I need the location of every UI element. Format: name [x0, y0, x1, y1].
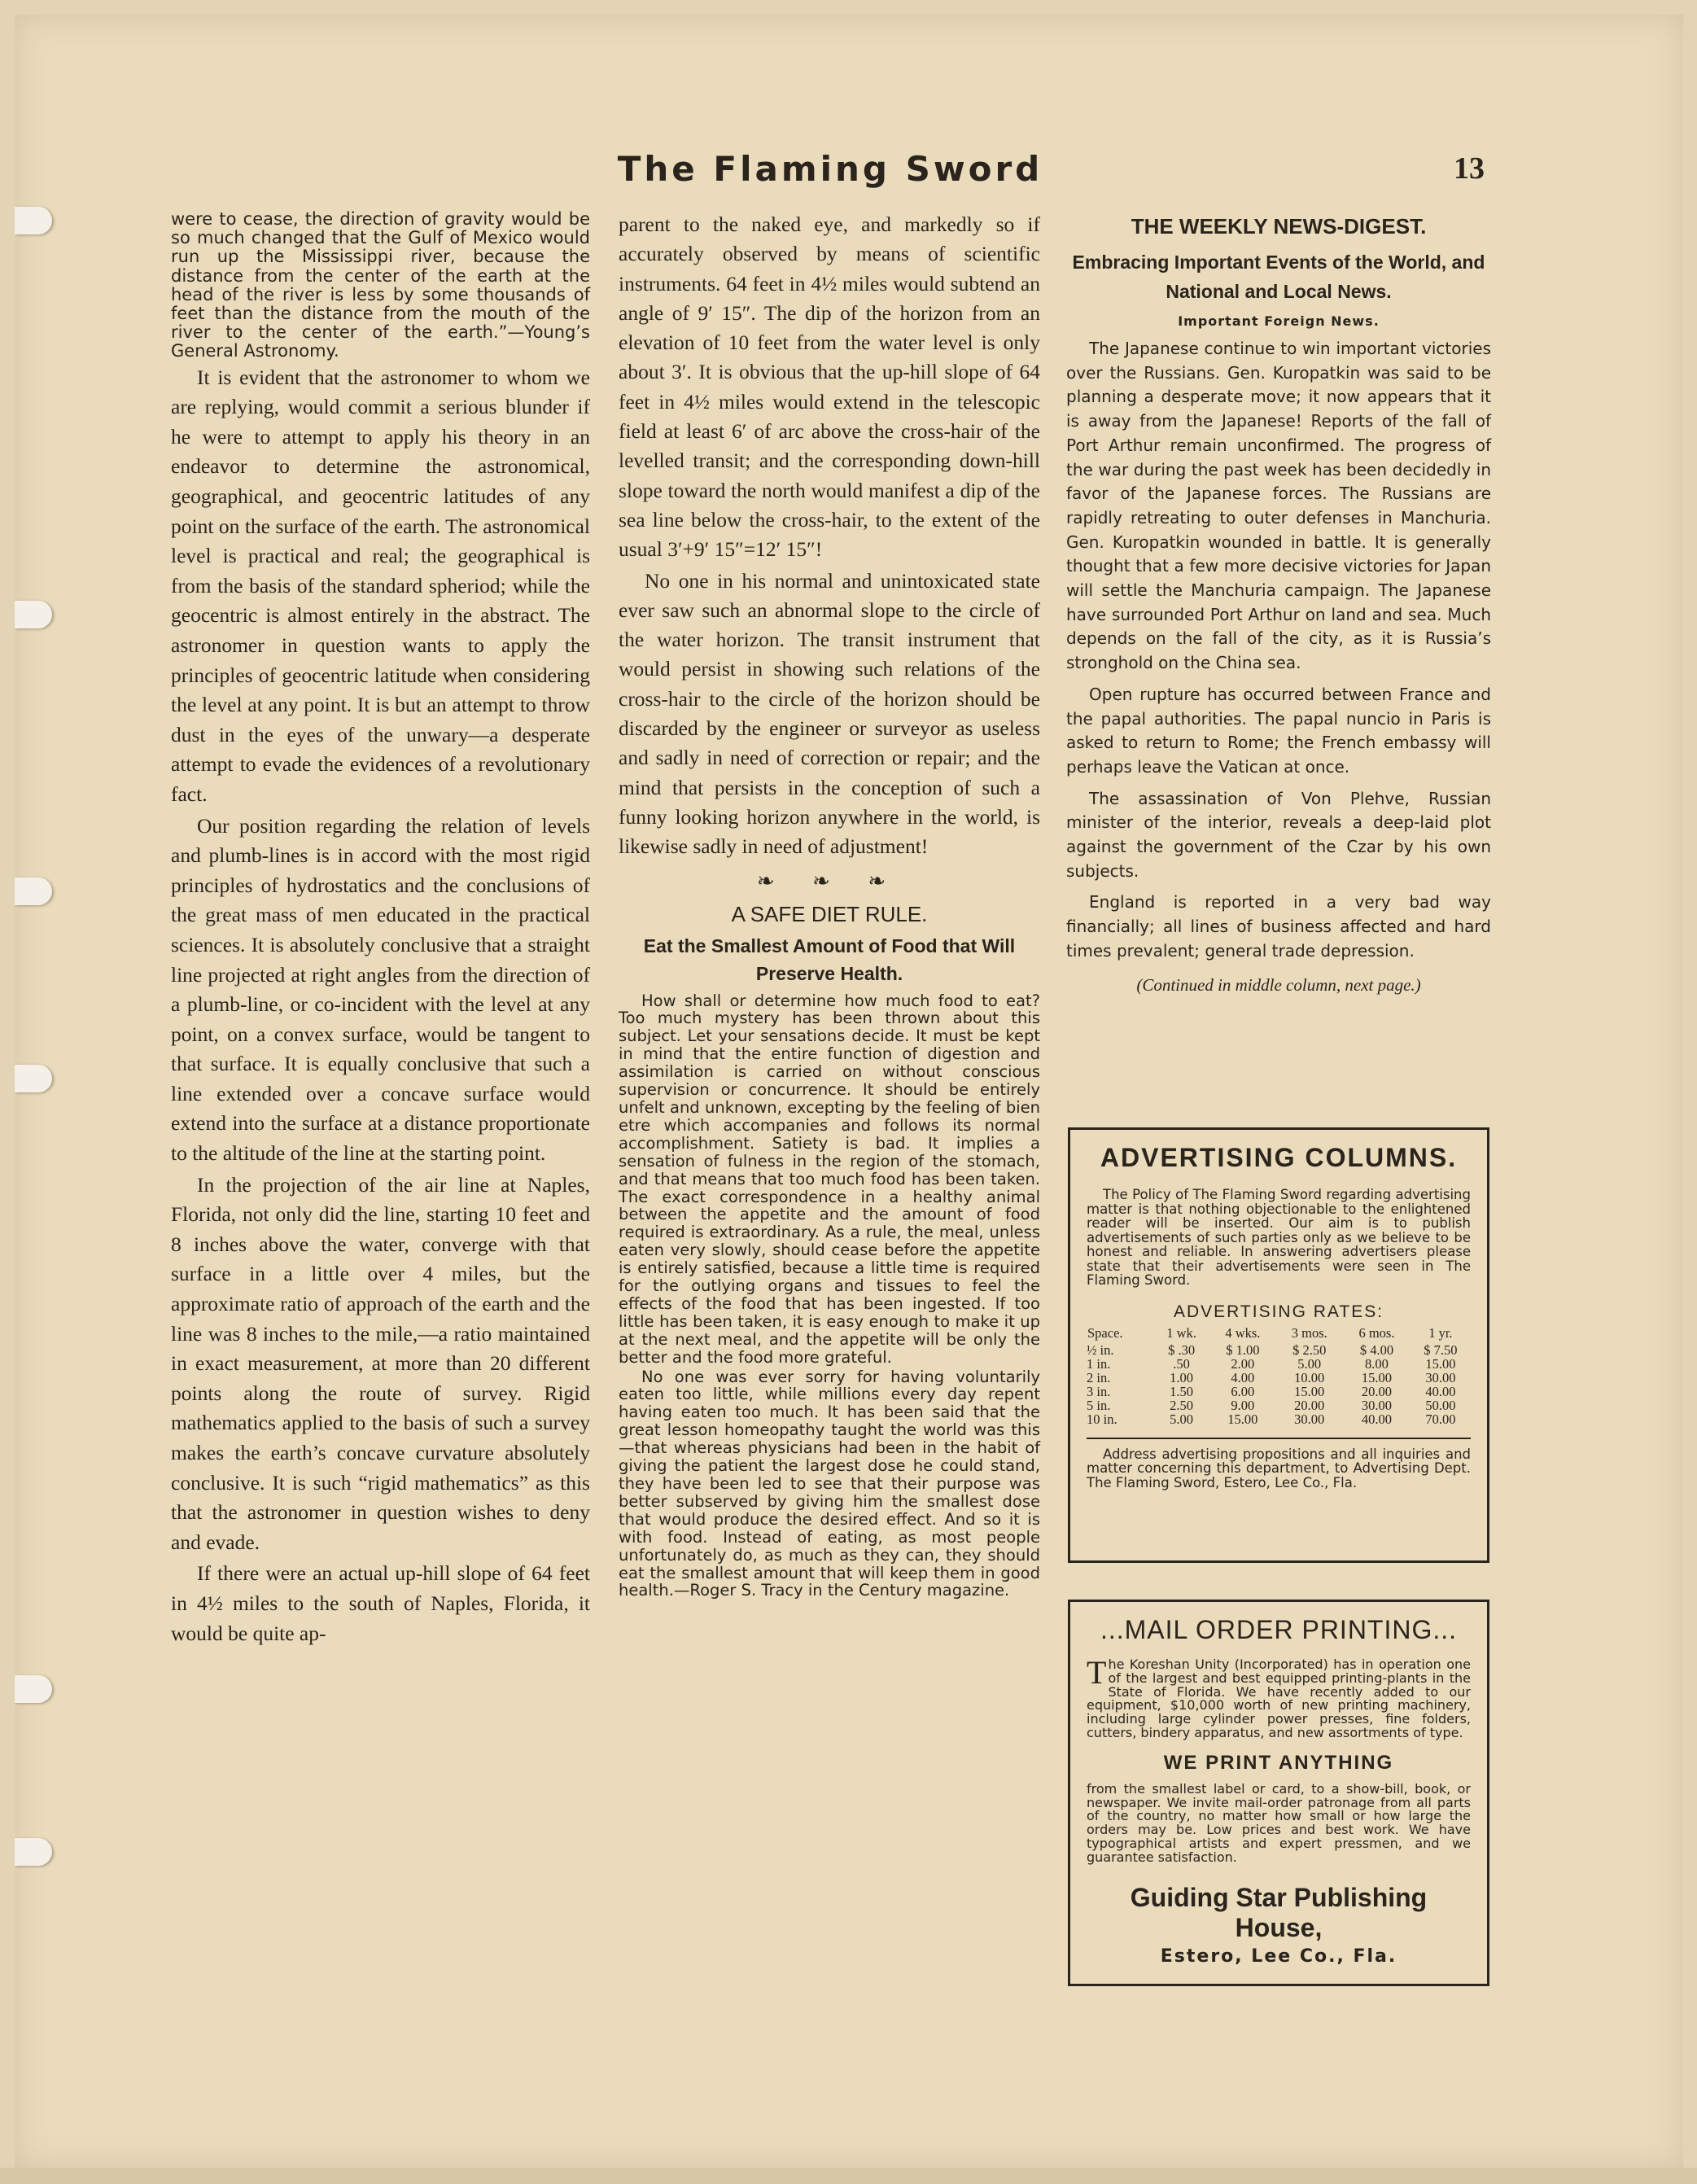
- rates-cell: 6.00: [1231, 1383, 1255, 1399]
- drop-cap: T: [1087, 1654, 1107, 1691]
- rates-cell: 10 in.: [1087, 1411, 1117, 1427]
- article-paragraph: parent to the naked eye, and markedly so if accurately observed by means of scientific instruments. 64 feet in 4½ miles would subtend an angle of 9′ 15″. The dip of the horizon from an elevation of 10 feet from the water level is only about 3′. It is obvious that the up-hill slope of 64 feet in 4½ miles would extend in the telescopic field at least 6′ of arc above the cross-hair of the levelled transit; and the corresponding down-hill slope toward the north would manifest a dip of the sea line below the cross-hair, to the extent of the usual 3′+9′ 15″=12′ 15″!: [619, 212, 1040, 562]
- rates-cell: ½ in.: [1087, 1341, 1114, 1358]
- rates-cell: $ .30: [1168, 1341, 1196, 1358]
- advertising-title: ADVERTISING COLUMNS.: [1100, 1143, 1458, 1172]
- column-left: [171, 210, 590, 1648]
- rates-cell: 1.50: [1170, 1383, 1194, 1399]
- rates-cell: $ 4.00: [1359, 1341, 1394, 1358]
- rates-cell: 50.00: [1425, 1397, 1456, 1413]
- diet-article-subtitle: Eat the Smallest Amount of Food that Will Preserve Health.: [643, 934, 1016, 984]
- rates-header-cell: 3 mos.: [1291, 1324, 1327, 1341]
- section-ornament: ❧ ❧ ❧: [756, 869, 903, 893]
- rates-cell: .50: [1173, 1355, 1190, 1372]
- diet-article-title: A SAFE DIET RULE.: [731, 901, 928, 926]
- printing-details: from the smallest label or card, to a show-bill, book, or newspaper. We invite mail-order patronage from all parts of the country, no matter how small or how large the orders may be. Low prices and best work. We have typographical artists and expert pressmen, and we guarantee satisfaction.: [1087, 1780, 1471, 1865]
- article-paragraph: If there were an actual up-hill slope of 64 feet in 4½ miles to the south of Naples, Florida, it would be quite ap-: [171, 1561, 590, 1645]
- rates-cell: 9.00: [1231, 1397, 1255, 1413]
- binding-hole: [15, 878, 52, 905]
- news-paragraph: The assassination of Von Plehve, Russian minister of the interior, reveals a deep-laid plot against the government of the Czar by his own subjects.: [1066, 788, 1491, 881]
- news-digest-title: THE WEEKLY NEWS-DIGEST.: [1131, 214, 1427, 239]
- printing-description-text: he Koreshan Unity (Incorporated) has in operation one of the largest and best equipped printing-plants in the State of Florida. We have recently added to our equipment, $10,000 worth of new printing machinery, including large cylinder power presses, fine folders, cutters, bindery apparatus, and new assortments of type.: [1087, 1657, 1471, 1740]
- publisher-location: Estero, Lee Co., Fla.: [1160, 1945, 1397, 1967]
- rates-cell: 30.00: [1425, 1369, 1456, 1385]
- rates-cell: 8.00: [1365, 1355, 1389, 1372]
- news-paragraph: England is reported in a very bad way financially; all lines of business affected and hard times prevalent; general trade depression.: [1066, 892, 1491, 961]
- binding-hole: [15, 1675, 52, 1703]
- rates-title: ADVERTISING RATES:: [1173, 1302, 1384, 1321]
- rates-row: [1087, 1398, 1471, 1412]
- article-paragraph: It is evident that the astronomer to whom we are replying, would commit a serious blunder if he were to attempt to apply his theory in an endeavor to determine the astronomical, geographical, and geocentric latitudes of any point on the surface of the earth. The astronomical level is practical and real; the geographical is from the basis of the standard spheriod; while the geocentric is almost entirely in the abstract. The astronomer in question wants to apply the principles of geocentric latitude when considering the level at any point. It is but an attempt to throw dust in the eyes of the unwary—a desperate attempt to evade the evidences of a revolutionary fact.: [171, 365, 590, 806]
- printing-title: ...MAIL ORDER PRINTING...: [1100, 1615, 1458, 1644]
- page-number: 13: [1454, 151, 1485, 186]
- rates-row: [1087, 1385, 1471, 1398]
- rates-cell: 30.00: [1294, 1411, 1325, 1427]
- rates-cell: $ 2.50: [1292, 1341, 1327, 1358]
- rates-cell: 40.00: [1425, 1383, 1456, 1399]
- article-paragraph: In the projection of the air line at Naples, Florida, not only did the line, starting 10 feet and 8 inches above the water, converge with that surface in a little over 4 miles, but the approximate ratio of approach of the earth and the line was 8 inches to the mile,—a ratio maintained in exact measurement, at more than 20 different points along the route of survey. Rigid mathematics applied to the basis of such a survey makes the earth’s concave curvature absolutely conclusive. It is such “rigid mathematics” as this that the astronomer in question wishes to deny and evade.: [171, 1172, 590, 1554]
- binding-hole: [15, 1838, 52, 1866]
- rates-cell: 1 in.: [1087, 1355, 1111, 1372]
- rates-header-cell: 1 wk.: [1166, 1324, 1196, 1341]
- rates-table: [1087, 1325, 1471, 1426]
- rates-cell: 40.00: [1361, 1411, 1392, 1427]
- binding-hole: [15, 207, 52, 234]
- news-paragraph: The Japanese continue to win important victories over the Russians. Gen. Kuropatkin was said to be planning a desperate move; it now appears that it is away from the Japanese! Reports of the fall of Port Arthur remain unconfirmed. The progress of the war during the past week has been decidedly in favor of the Japanese forces. The Russians are rapidly retreating to outer defenses in Manchuria. Gen. Kuropatkin wounded in battle. It is generally thought that a few more decisive victories for Japan will settle the Manchuria campaign. The Japanese have surrounded Port Arthur on land and sea. Much depends on the fall of the city, as it is Russia’s stronghold on the China sea.: [1066, 339, 1491, 673]
- rates-cell: $ 7.50: [1424, 1341, 1458, 1358]
- rates-cell: 10.00: [1294, 1369, 1325, 1385]
- mail-order-printing-box: [1068, 1600, 1489, 1986]
- rates-cell: $ 1.00: [1226, 1341, 1260, 1358]
- rates-cell: 5.00: [1297, 1355, 1322, 1372]
- rates-cell: 1.00: [1170, 1369, 1194, 1385]
- diet-paragraph: How shall or determine how much food to eat? Too much mystery has been thrown about this subject. Let your sensations decide. It must be kept in mind that the entire function of digestion and assimilation is carried on without conscious supervision or concurrence. It should be entirely unfelt and unknown, excepting by the feeling of bien etre which accompanies and follows its normal accomplishment. Satiety is bad. It implies a sensation of fulness in the region of the stomach, and that means that too much food has been taken. The exact correspondence in a healthy animal between the appetite and the amount of food required is extraordinary. As a rule, the meal, unless eaten very slowly, should cease before the appetite is entirely satisfied, because a little time is required for the outlying organs and tissues to feel the effects of the food that has been ingested. If too little has been taken, it is easy enough to make it up at the next meal, and the appetite will be only the better and the food more grateful.: [619, 991, 1040, 1367]
- rates-header-cell: 4 wks.: [1225, 1324, 1261, 1341]
- column-right: [1066, 210, 1491, 1001]
- article-paragraph: No one in his normal and unintoxicated state ever saw such an abnormal slope to the circle of the water horizon. The transit instrument that would persist in showing such relations of the cross-hair to the circle of the horizon should be discarded by the engineer or surveyor as useless and sadly in need of correction or repair; and the mind that persists in the conception of such a funny looking horizon anywhere in the world, is likewise sadly in need of adjustment!: [619, 568, 1040, 859]
- divider: [1087, 1438, 1471, 1439]
- page-header-title: The Flaming Sword: [617, 149, 1043, 189]
- rates-cell: 20.00: [1294, 1397, 1325, 1413]
- rates-cell: 30.00: [1361, 1397, 1392, 1413]
- news-paragraph: Open rupture has occurred between France and the papal authorities. The papal nuncio in Paris is asked to return to Rome; the French embassy will perhaps leave the Vatican at once.: [1066, 684, 1491, 777]
- news-digest-subtitle: Embracing Important Events of the World, and National and Local News.: [1072, 252, 1485, 302]
- rates-cell: 15.00: [1294, 1383, 1325, 1399]
- advertising-address: Address advertising propositions and all inquiries and matter concerning this department, to Advertising Dept. The Flaming Sword, Estero, Lee Co., Fla.: [1087, 1446, 1471, 1490]
- rates-row: [1087, 1343, 1471, 1357]
- scan-edge: [0, 2168, 1697, 2184]
- rates-header-cell: 1 yr.: [1428, 1324, 1453, 1341]
- printing-description: [1087, 1654, 1471, 1740]
- article-paragraph: Our position regarding the relation of levels and plumb-lines is in accord with the most rigid principles of hydrostatics and the conclusions of the great mass of men educated in the practical sciences. It is absolutely conclusive that a straight line projected at right angles from the direction of a plumb-line, or co-incident with the level at any point, on a convex surface, would be tangent to that surface. It is equally conclusive that such a line extended over a concave surface would extend into the surface at a distance proportionate to the altitude of the line at the starting point.: [171, 813, 590, 1166]
- rates-cell: 20.00: [1361, 1383, 1392, 1399]
- column-middle: [619, 210, 1040, 1600]
- rates-cell: 2.00: [1231, 1355, 1255, 1372]
- rates-cell: 2 in.: [1087, 1369, 1111, 1385]
- rates-cell: 15.00: [1227, 1411, 1258, 1427]
- rates-cell: 2.50: [1170, 1397, 1194, 1413]
- rates-header-row: [1087, 1325, 1471, 1343]
- binding-hole: [15, 601, 52, 628]
- binding-hole: [15, 1065, 52, 1092]
- advertising-columns-box: [1068, 1127, 1489, 1563]
- rates-cell: 4.00: [1231, 1369, 1255, 1385]
- rates-cell: 15.00: [1361, 1369, 1392, 1385]
- rates-cell: 70.00: [1425, 1411, 1456, 1427]
- rates-cell: 3 in.: [1087, 1383, 1111, 1399]
- printing-headline: WE PRINT ANYTHING: [1163, 1751, 1394, 1774]
- astronomy-quote: were to cease, the direction of gravity would be so much changed that the Gulf of Mexico would run up the Mississippi river, because the distance from the center of the earth at the head of the river is less by some thousands of feet than the distance from the mouth of the river to the center of the earth.”—Young’s General Astronomy.: [171, 209, 590, 361]
- continued-note: (Continued in middle column, next page.): [1136, 974, 1421, 995]
- rates-header-cell: 6 mos.: [1358, 1324, 1395, 1341]
- rates-row: [1087, 1371, 1471, 1385]
- rates-cell: 5 in.: [1087, 1397, 1111, 1413]
- diet-paragraph: No one was ever sorry for having voluntarily eaten too little, while millions every day repent having eaten too much. It has been said that the great lesson homeopathy taught the world was this—that whereas physicians had been in the habit of giving the patient the largest dose he could stand, they have been led to see that their purpose was better subserved by giving him the smallest dose that would produce the desired effect. And so it is with food. Instead of eating, as most people unfortunately do, as much as they can, they should eat the smallest amount that will keep them in good health.—Roger S. Tracy in the Century magazine.: [619, 1367, 1040, 1600]
- rates-row: [1087, 1357, 1471, 1371]
- advertising-policy: The Policy of The Flaming Sword regarding advertising matter is that nothing objectionable to the enlightened reader will be inserted. Our aim is to publish advertisements of such parties only as we believe to be honest and reliable. In answering advertisers please state that their advertisements were seen in The Flaming Sword.: [1087, 1187, 1471, 1288]
- rates-row: [1087, 1412, 1471, 1426]
- rates-header-cell: Space.: [1087, 1324, 1123, 1341]
- rates-cell: 15.00: [1425, 1355, 1456, 1372]
- rates-cell: 5.00: [1170, 1411, 1194, 1427]
- news-section-label: Important Foreign News.: [1178, 313, 1380, 329]
- publisher-name: Guiding Star Publishing House,: [1130, 1882, 1428, 1942]
